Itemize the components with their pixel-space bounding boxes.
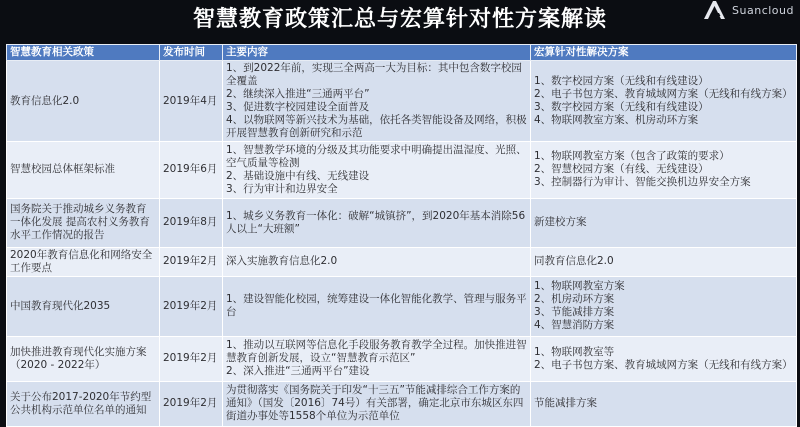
- policy-table: [6, 44, 797, 427]
- solution-cell: 同教育信息化2.0: [531, 248, 797, 277]
- solution-cell: 1、数字校园方案（无线和有线建设） 2、电子书包方案、教育城域网方案（无线和有线方案） 3、数字校园方案（无线和有线建设） 4、物联网教室方案、机房动环方案: [531, 61, 797, 142]
- policy-cell: 教育信息化2.0: [7, 61, 160, 142]
- content-cell: 1、智慧教学环境的分级及其功能要求中明确提出温湿度、光照、空气质量等检测 2、基础设施中有线、无线建设 3、行为审计和边界安全: [223, 142, 531, 199]
- logo-text: Suancloud: [732, 3, 794, 17]
- date-cell: 2019年6月: [160, 142, 223, 199]
- table-row: [7, 248, 797, 277]
- solution-cell: 节能减排方案: [531, 381, 797, 426]
- date-cell: 2019年2月: [160, 381, 223, 426]
- table-row: [7, 61, 797, 142]
- table-header-row: [7, 45, 797, 61]
- header-date: 发布时间: [160, 45, 223, 61]
- page-title: 智慧教育政策汇总与宏算针对性方案解读: [192, 7, 607, 32]
- header-policy: 智慧教育相关政策: [7, 45, 160, 61]
- content-cell: 为贯彻落实《国务院关于印发“十三五”节能减排综合工作方案的通知》（国发〔2016〕74号）有关部署，确定北京市东城区东四街道办事处等1558个单位为示范单位: [223, 381, 531, 426]
- table-row: [7, 381, 797, 426]
- header-content: 主要内容: [223, 45, 531, 61]
- table-row: [7, 336, 797, 381]
- date-cell: 2019年8月: [160, 198, 223, 247]
- policy-cell: 中国教育现代化2035: [7, 276, 160, 336]
- solution-cell: 新建校方案: [531, 198, 797, 247]
- solution-cell: 1、物联网教室方案（包含了政策的要求） 2、智慧校园方案（有线、无线建设） 3、控制器行为审计、智能交换机边界安全方案: [531, 142, 797, 199]
- suancloud-logo-icon: [702, 0, 728, 20]
- date-cell: 2019年2月: [160, 336, 223, 381]
- content-cell: 1、推动以互联网等信息化手段服务教育教学全过程。加快推进智慧教育创新发展，设立“智慧教育示范区” 2、深入推进“三通两平台”建设: [223, 336, 531, 381]
- policy-cell: 2020年教育信息化和网络安全工作要点: [7, 248, 160, 277]
- content-cell: 1、城乡义务教育一体化：破解“城镇挤”，到2020年基本消除56人以上“大班额”: [223, 198, 531, 247]
- table-row: [7, 198, 797, 247]
- policy-cell: 加快推进教育现代化实施方案（2020 - 2022年）: [7, 336, 160, 381]
- header-solution: 宏算针对性解决方案: [531, 45, 797, 61]
- solution-cell: 1、物联网教室等 2、电子书包方案、教育城域网方案（无线和有线方案）: [531, 336, 797, 381]
- date-cell: 2019年2月: [160, 276, 223, 336]
- date-cell: 2019年4月: [160, 61, 223, 142]
- content-cell: 1、建设智能化校园，统筹建设一体化智能化教学、管理与服务平台: [223, 276, 531, 336]
- policy-cell: 关于公布2017-2020年节约型公共机构示范单位名单的通知: [7, 381, 160, 426]
- content-cell: 1、到2022年前，实现三全两高一大为目标：其中包含数字校园全覆盖 2、继续深入推进“三通两平台” 3、促进数字校园建设全面普及 4、以物联网等新兴技术为基础，依托各类智能设备及网络，积极开展智慧教育创新研究和示范: [223, 61, 531, 142]
- content-cell: 深入实施教育信息化2.0: [223, 248, 531, 277]
- policy-cell: 国务院关于推动城乡义务教育一体化发展 提高农村义务教育水平工作情况的报告: [7, 198, 160, 247]
- date-cell: 2019年2月: [160, 248, 223, 277]
- table-row: [7, 276, 797, 336]
- brand-logo: [702, 0, 794, 20]
- table-row: [7, 142, 797, 199]
- policy-cell: 智慧校园总体框架标准: [7, 142, 160, 199]
- solution-cell: 1、物联网教室方案 2、机房动环方案 3、节能减排方案 4、智慧消防方案: [531, 276, 797, 336]
